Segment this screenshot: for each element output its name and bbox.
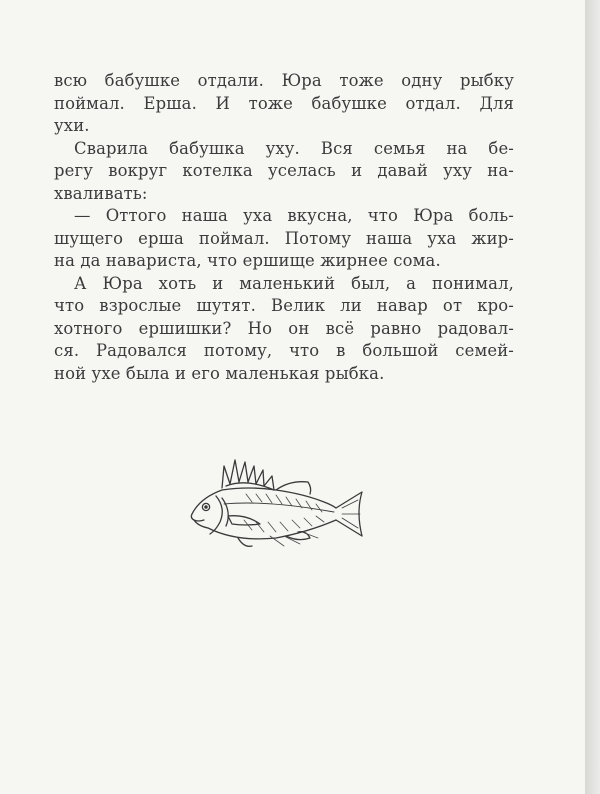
text-line: что взрослые шутят. Велик ли навар от кро-: [54, 296, 514, 315]
text-line: регу вокруг котелка уселась и давай уху на-: [54, 161, 514, 180]
paragraph-2: [54, 138, 514, 206]
text-line: Сварила бабушка уху. Вся семья на бе-: [74, 138, 514, 158]
ruff-fish-icon: [186, 456, 368, 548]
paragraph-4: [54, 273, 514, 386]
text-line: хваливать:: [54, 183, 148, 203]
page-edge: [586, 0, 600, 794]
paragraph-3: [54, 205, 514, 273]
story-text: [54, 70, 514, 385]
text-line: — Оттого наша уха вкусна, что Юра боль-: [74, 206, 514, 225]
text-line: ухи.: [54, 116, 90, 135]
text-line: ся. Радовался потому, что в большой семей-: [54, 341, 514, 360]
text-line: хотного ершишки? Но он всё равно радовал-: [54, 318, 514, 338]
text-line: поймал. Ерша. И тоже бабушке отдал. Для: [54, 93, 514, 113]
text-line: А Юра хоть и маленький был, а понимал,: [74, 273, 514, 293]
paragraph-1: [54, 70, 514, 138]
text-line: на да навариста, что ершище жирнее сома.: [54, 251, 441, 270]
text-line: шущего ерша поймал. Потому наша уха жир-: [54, 228, 514, 248]
text-line: всю бабушке отдали. Юра тоже одну рыбку: [54, 71, 514, 90]
text-line: ной ухе была и его маленькая рыбка.: [54, 363, 385, 383]
